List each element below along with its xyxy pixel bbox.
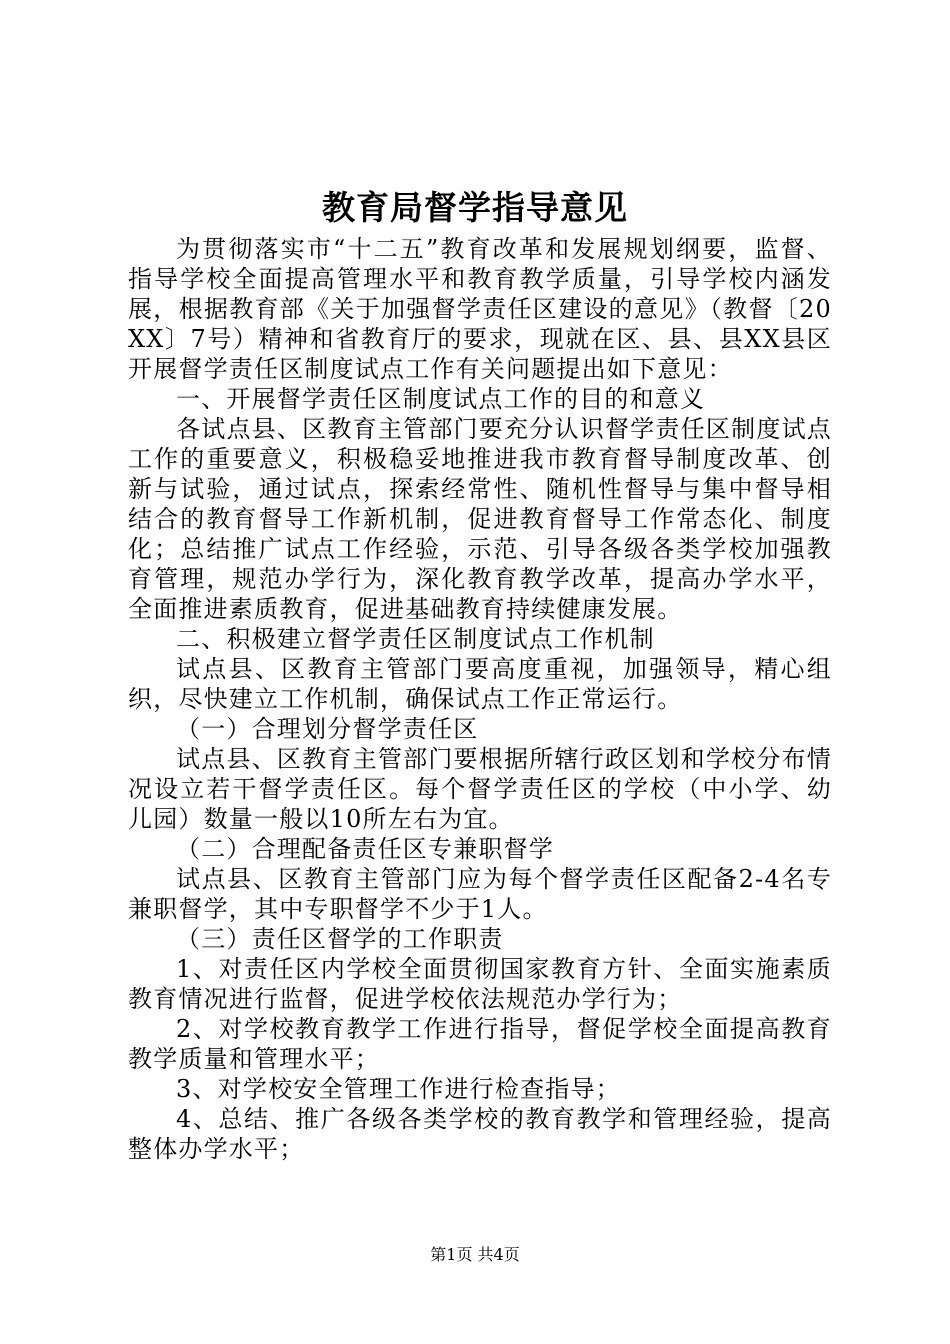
section-heading-2: 二、积极建立督学责任区制度试点工作机制 <box>176 625 655 653</box>
document-body <box>128 234 832 1164</box>
subsection-heading-1: （一）合理划分督学责任区 <box>176 715 479 743</box>
paragraph-staffing: 试点县、区教育主管部门应为每个督学责任区配备2-4名专兼职督学，其中专职督学不少于1人。 <box>128 865 832 923</box>
subsection-heading-3: （三）责任区督学的工作职责 <box>176 925 504 953</box>
paragraph-intro: 为贯彻落实市“十二五”教育改革和发展规划纲要，监督、指导学校全面提高管理水平和教育教学质量，引导学校内涵发展，根据教育部《关于加强督学责任区建设的意见》（教督〔20XX〕7号）精神和省教育厅的要求，现就在区、县、县XX县区开展督学责任区制度试点工作有关问题提出如下意见： <box>128 235 832 383</box>
subsection-heading-2: （二）合理配备责任区专兼职督学 <box>176 835 554 863</box>
list-item-duty-3: 3、对学校安全管理工作进行检查指导； <box>176 1075 621 1103</box>
paragraph-division: 试点县、区教育主管部门要根据所辖行政区划和学校分布情况设立若干督学责任区。每个督学责任区的学校（中小学、幼儿园）数量一般以10所左右为宜。 <box>128 745 832 833</box>
list-item-duty-1: 1、对责任区内学校全面贯彻国家教育方针、全面实施素质教育情况进行监督，促进学校依法规范办学行为； <box>128 955 832 1013</box>
document-title: 教育局督学指导意见 <box>322 188 628 227</box>
paragraph-purpose: 各试点县、区教育主管部门要充分认识督学责任区制度试点工作的重要意义，积极稳妥地推进我市教育督导制度改革、创新与试验，通过试点，探索经常性、随机性督导与集中督导相结合的教育督导工作新机制，促进教育督导工作常态化、制度化；总结推广试点工作经验，示范、引导各级各类学校加强教育管理，规范办学行为，深化教育教学改革，提高办学水平，全面推进素质教育，促进基础教育持续健康发展。 <box>128 415 832 623</box>
page-footer: 第1页 共4页 <box>430 1245 520 1264</box>
list-item-duty-2: 2、对学校教育教学工作进行指导，督促学校全面提高教育教学质量和管理水平； <box>128 1015 832 1073</box>
list-item-duty-4: 4、总结、推广各级各类学校的教育教学和管理经验，提高整体办学水平； <box>128 1105 832 1163</box>
paragraph-mechanism: 试点县、区教育主管部门要高度重视，加强领导，精心组织，尽快建立工作机制，确保试点工作正常运行。 <box>128 655 832 713</box>
section-heading-1: 一、开展督学责任区制度试点工作的目的和意义 <box>176 385 706 413</box>
